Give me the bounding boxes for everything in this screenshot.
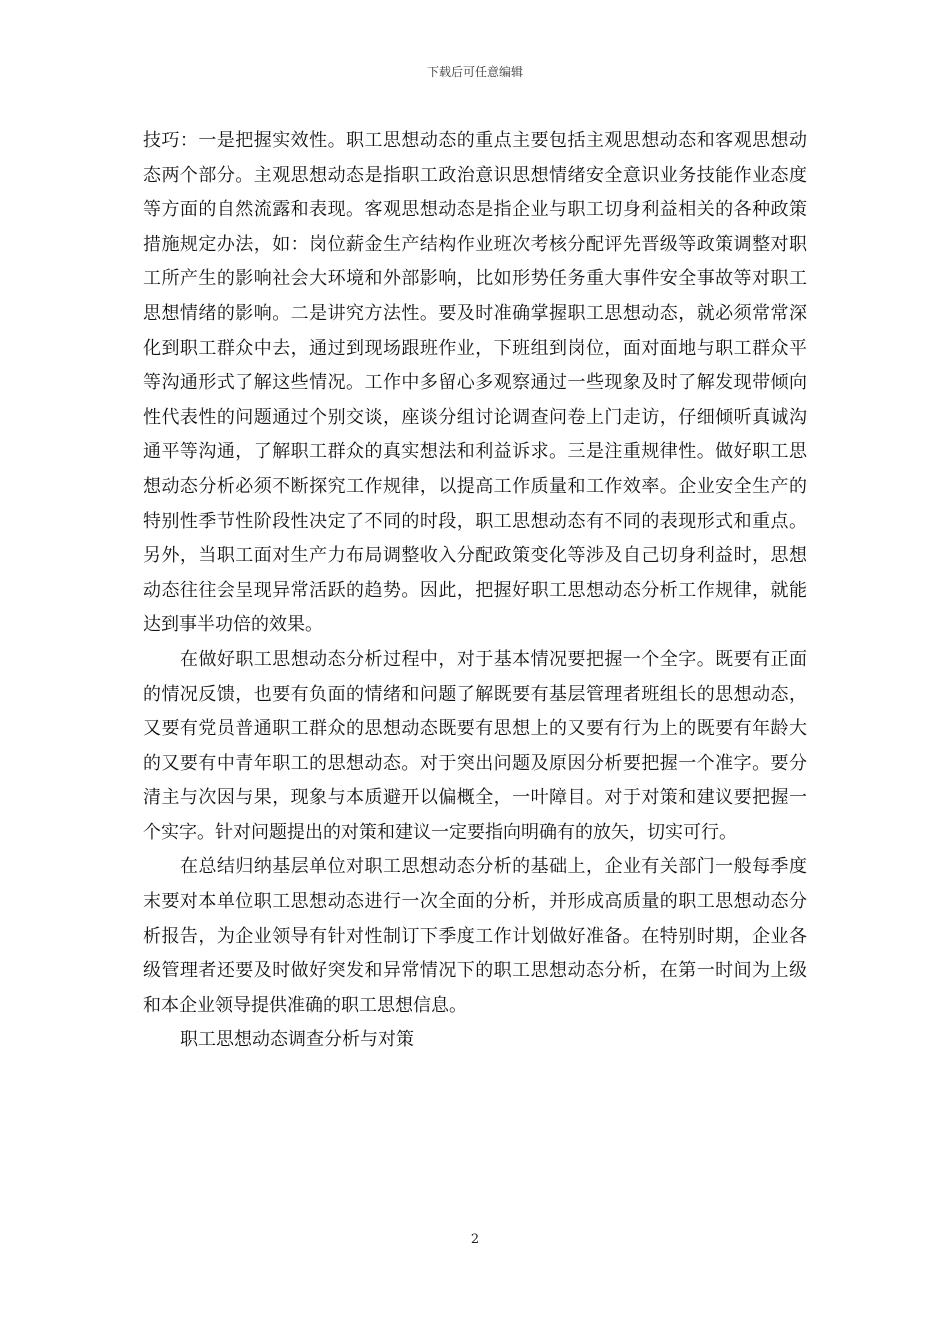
- section-title: 职工思想动态调查分析与对策: [180, 1029, 414, 1051]
- header-text: 下载后可任意编辑: [426, 65, 523, 79]
- paragraph-2: 在做好职工思想动态分析过程中，对于基本情况要把握一个全字。既要有正面的情况反馈，也要有负面的情绪和问题了解既要有基层管理者班组长的思想动态，又要有党员普通职工群众的思想动态既要有思想上的又要有行为上的既要有年龄大的又要有中青年职工的思想动态。对于突出问题及原因分析要把握一个准字。要分清主与次因与果，现象与本质避开以偏概全，一叶障目。对于对策和建议要把握一个实字。针对问题提出的对策和建议一定要指向明确有的放矢，切实可行。: [143, 648, 807, 843]
- page-number: 2: [470, 1232, 480, 1247]
- page-footer: [0, 1232, 950, 1248]
- paragraph-3: 在总结归纳基层单位对职工思想动态分析的基础上，企业有关部门一般每季度末要对本单位职工思想动态进行一次全面的分析，并形成高质量的职工思想动态分析报告，为企业领导有针对性制订下季度工作计划做好准备。在特别时期，企业各级管理者还要及时做好突发和异常情况下的职工思想动态分析，在第一时间为上级和本企业领导提供准确的职工思想信息。: [143, 856, 807, 1016]
- paragraph-1: 技巧：一是把握实效性。职工思想动态的重点主要包括主观思想动态和客观思想动态两个部分。主观思想动态是指职工政治意识思想情绪安全意识业务技能作业态度等方面的自然流露和表现。客观思想动态是指企业与职工切身利益相关的各种政策措施规定办法，如：岗位薪金生产结构作业班次考核分配评先晋级等政策调整对职工所产生的影响社会大环境和外部影响，比如形势任务重大事件安全事故等对职工思想情绪的影响。二是讲究方法性。要及时准确掌握职工思想动态，就必须常常深化到职工群众中去，通过到现场跟班作业，下班组到岗位，面对面地与职工群众平等沟通形式了解这些情况。工作中多留心多观察通过一些现象及时了解发现带倾向性代表性的问题通过个别交谈，座谈分组讨论调查问卷上门走访，仔细倾听真诚沟通平等沟通，了解职工群众的真实想法和利益诉求。三是注重规律性。做好职工思想动态分析必须不断探究工作规律，以提高工作质量和工作效率。企业安全生产的特别性季节性阶段性决定了不同的时段，职工思想动态有不同的表现形式和重点。另外，当职工面对生产力布局调整收入分配政策变化等涉及自己切身利益时，思想动态往往会呈现异常活跃的趋势。因此，把握好职工思想动态分析工作规律，就能达到事半功倍的效果。: [143, 130, 807, 636]
- page-header: [0, 64, 950, 80]
- document-body: [143, 124, 807, 1058]
